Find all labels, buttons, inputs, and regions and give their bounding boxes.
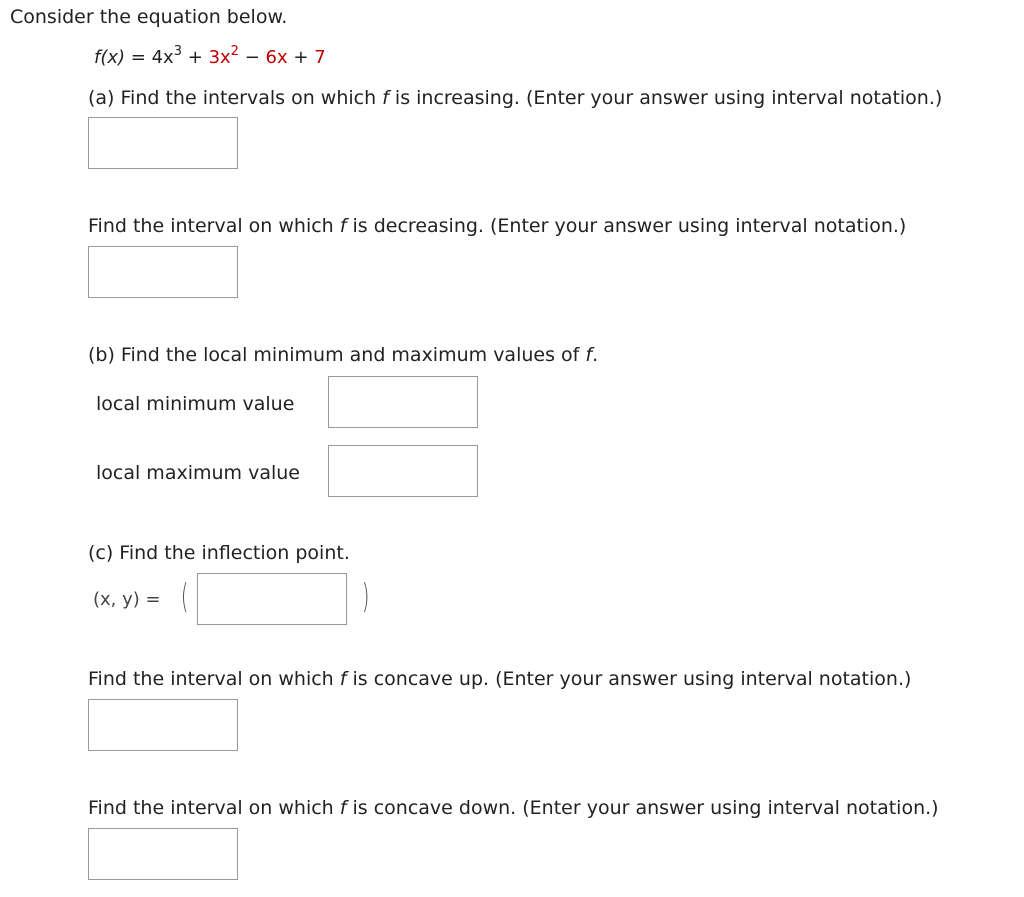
local-extrema-prompt-prefix: (b) Find the local minimum and maximum values of [88, 344, 586, 366]
concave-down-input[interactable] [88, 828, 238, 880]
local-minimum-label: local minimum value [96, 393, 295, 415]
local-extrema-prompt-fn: f [585, 344, 593, 366]
decreasing-interval-input[interactable] [88, 246, 238, 298]
inflection-prompt: (c) Find the inflection point. [88, 542, 350, 564]
increasing-interval-input[interactable] [88, 117, 238, 169]
equation-term1-exponent: 3 [173, 44, 182, 59]
concave-up-prompt-suffix: is concave up. (Enter your answer using interval notation.) [346, 668, 912, 690]
inflection-close-paren: ) [361, 577, 370, 617]
local-maximum-input[interactable] [328, 445, 478, 497]
equation-term3: 6x [265, 47, 288, 68]
equation-plus2: + [293, 47, 309, 68]
concave-down-prompt-fn: f [339, 797, 347, 819]
local-extrema-prompt [88, 344, 598, 366]
inflection-point-input[interactable] [197, 573, 347, 625]
increasing-prompt [88, 87, 942, 109]
increasing-prompt-fn: f [382, 87, 389, 109]
concave-up-prompt [88, 668, 911, 690]
decreasing-prompt [88, 215, 906, 237]
concave-up-prompt-fn: f [339, 668, 347, 690]
equation-term2: 3x [208, 47, 231, 68]
equation-minus: − [244, 47, 260, 68]
concave-up-prompt-prefix: Find the interval on which [88, 668, 340, 690]
concave-up-input[interactable] [88, 699, 238, 751]
decreasing-prompt-suffix: is decreasing. (Enter your answer using interval notation.) [346, 215, 907, 237]
local-extrema-prompt-suffix: . [592, 344, 599, 366]
concave-down-prompt [88, 797, 939, 819]
equation-lhs: f(x) [94, 47, 126, 68]
inflection-open-paren: ( [180, 577, 189, 617]
equation-plus1: + [187, 47, 203, 68]
increasing-prompt-prefix: (a) Find the intervals on which [88, 87, 383, 109]
intro-text: Consider the equation below. [10, 6, 288, 28]
equation [94, 44, 326, 68]
concave-down-prompt-prefix: Find the interval on which [88, 797, 340, 819]
decreasing-prompt-fn: f [339, 215, 347, 237]
increasing-prompt-suffix: is increasing. (Enter your answer using interval notation.) [388, 87, 943, 109]
local-minimum-input[interactable] [328, 376, 478, 428]
equation-term2-exponent: 2 [230, 44, 239, 59]
local-maximum-label: local maximum value [96, 462, 300, 484]
equation-term4: 7 [314, 47, 326, 68]
concave-down-prompt-suffix: is concave down. (Enter your answer using interval notation.) [346, 797, 939, 819]
equation-term1: 4x [151, 47, 174, 68]
decreasing-prompt-prefix: Find the interval on which [88, 215, 340, 237]
equation-equals: = [130, 47, 146, 68]
inflection-point-label: (x, y) = [93, 589, 161, 610]
